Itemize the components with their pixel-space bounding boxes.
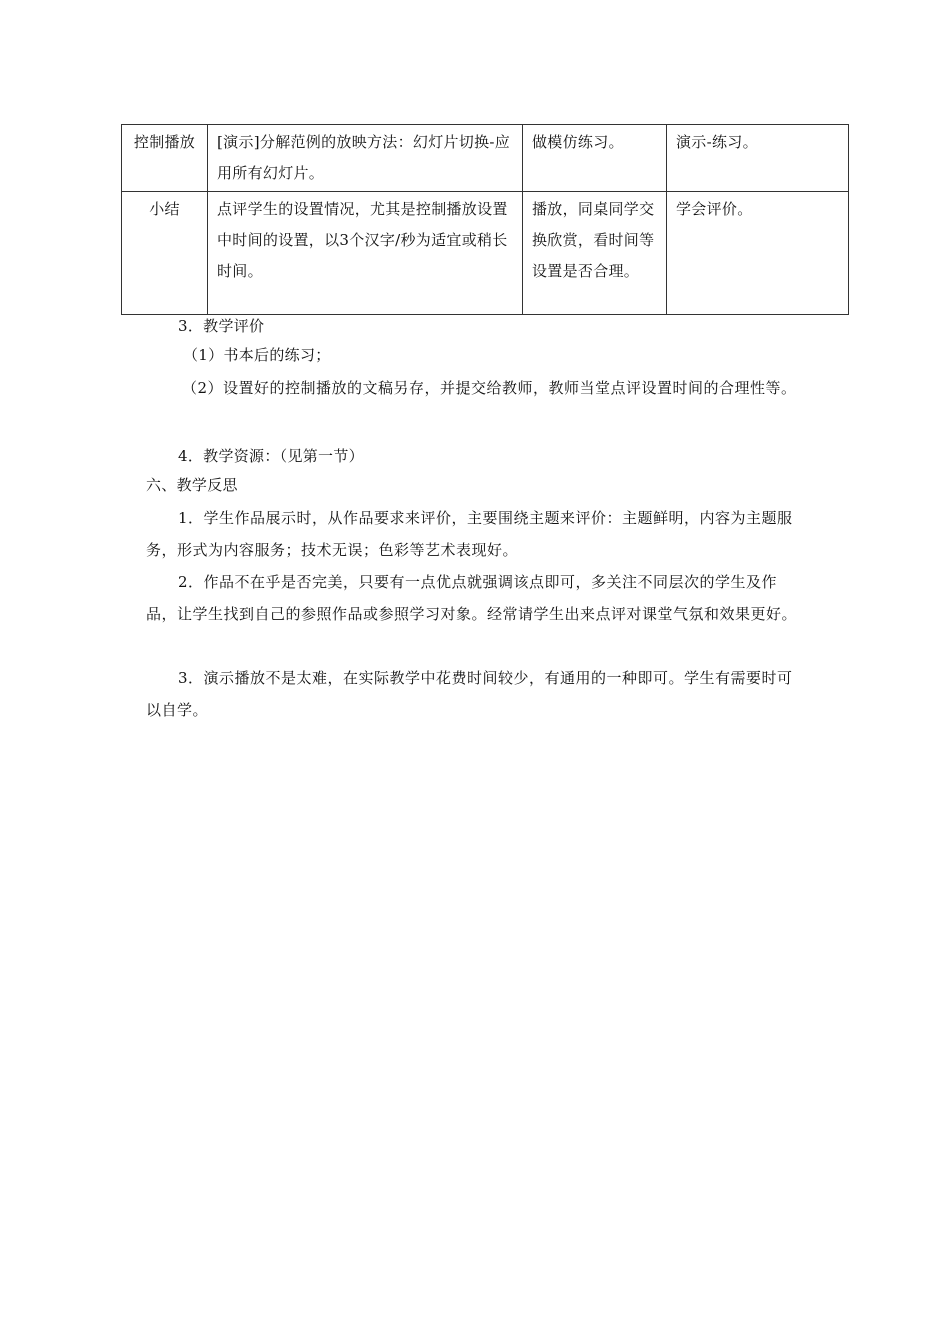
reflection-paragraph-1: 1．学生作品展示时，从作品要求来评价，主要围绕主题来评价：主题鲜明，内容为主题服务，形式为内容服务；技术无误；色彩等艺术表现好。 [146,509,793,559]
table-row [122,192,849,315]
table-cell-intent: 学会评价。 [667,192,849,315]
lesson-table [121,124,849,315]
table-cell-teacher: 点评学生的设置情况，尤其是控制播放设置中时间的设置，以3个汉字/秒为适宜或稍长时间。 [208,192,523,315]
section-heading-resources: 4．教学资源：（见第一节） [178,447,364,465]
reflection-paragraph-3: 3．演示播放不是太难，在实际教学中花费时间较少，有通用的一种即可。学生有需要时可以自学。 [146,669,793,719]
table-row [122,125,849,192]
table-cell-student: 播放，同桌同学交换欣赏，看时间等设置是否合理。 [523,192,667,315]
evaluation-item-1: （1）书本后的练习； [183,346,331,364]
section-heading-reflection: 六、教学反思 [146,476,238,494]
table-cell-student: 做模仿练习。 [523,125,667,192]
table-cell-intent: 演示-练习。 [667,125,849,192]
evaluation-item-2: （2）设置好的控制播放的文稿另存，并提交给教师，教师当堂点评设置时间的合理性等。 [182,379,797,397]
table-cell-stage: 控制播放 [122,125,208,192]
table-cell-teacher: [演示]分解范例的放映方法：幻灯片切换-应用所有幻灯片。 [208,125,523,192]
table-cell-stage: 小结 [122,192,208,315]
section-heading-evaluation: 3．教学评价 [178,317,265,335]
reflection-paragraph-2: 2．作品不在乎是否完美，只要有一点优点就强调该点即可，多关注不同层次的学生及作品，让学生找到自己的参照作品或参照学习对象。经常请学生出来点评对课堂气氛和效果更好。 [146,573,798,623]
